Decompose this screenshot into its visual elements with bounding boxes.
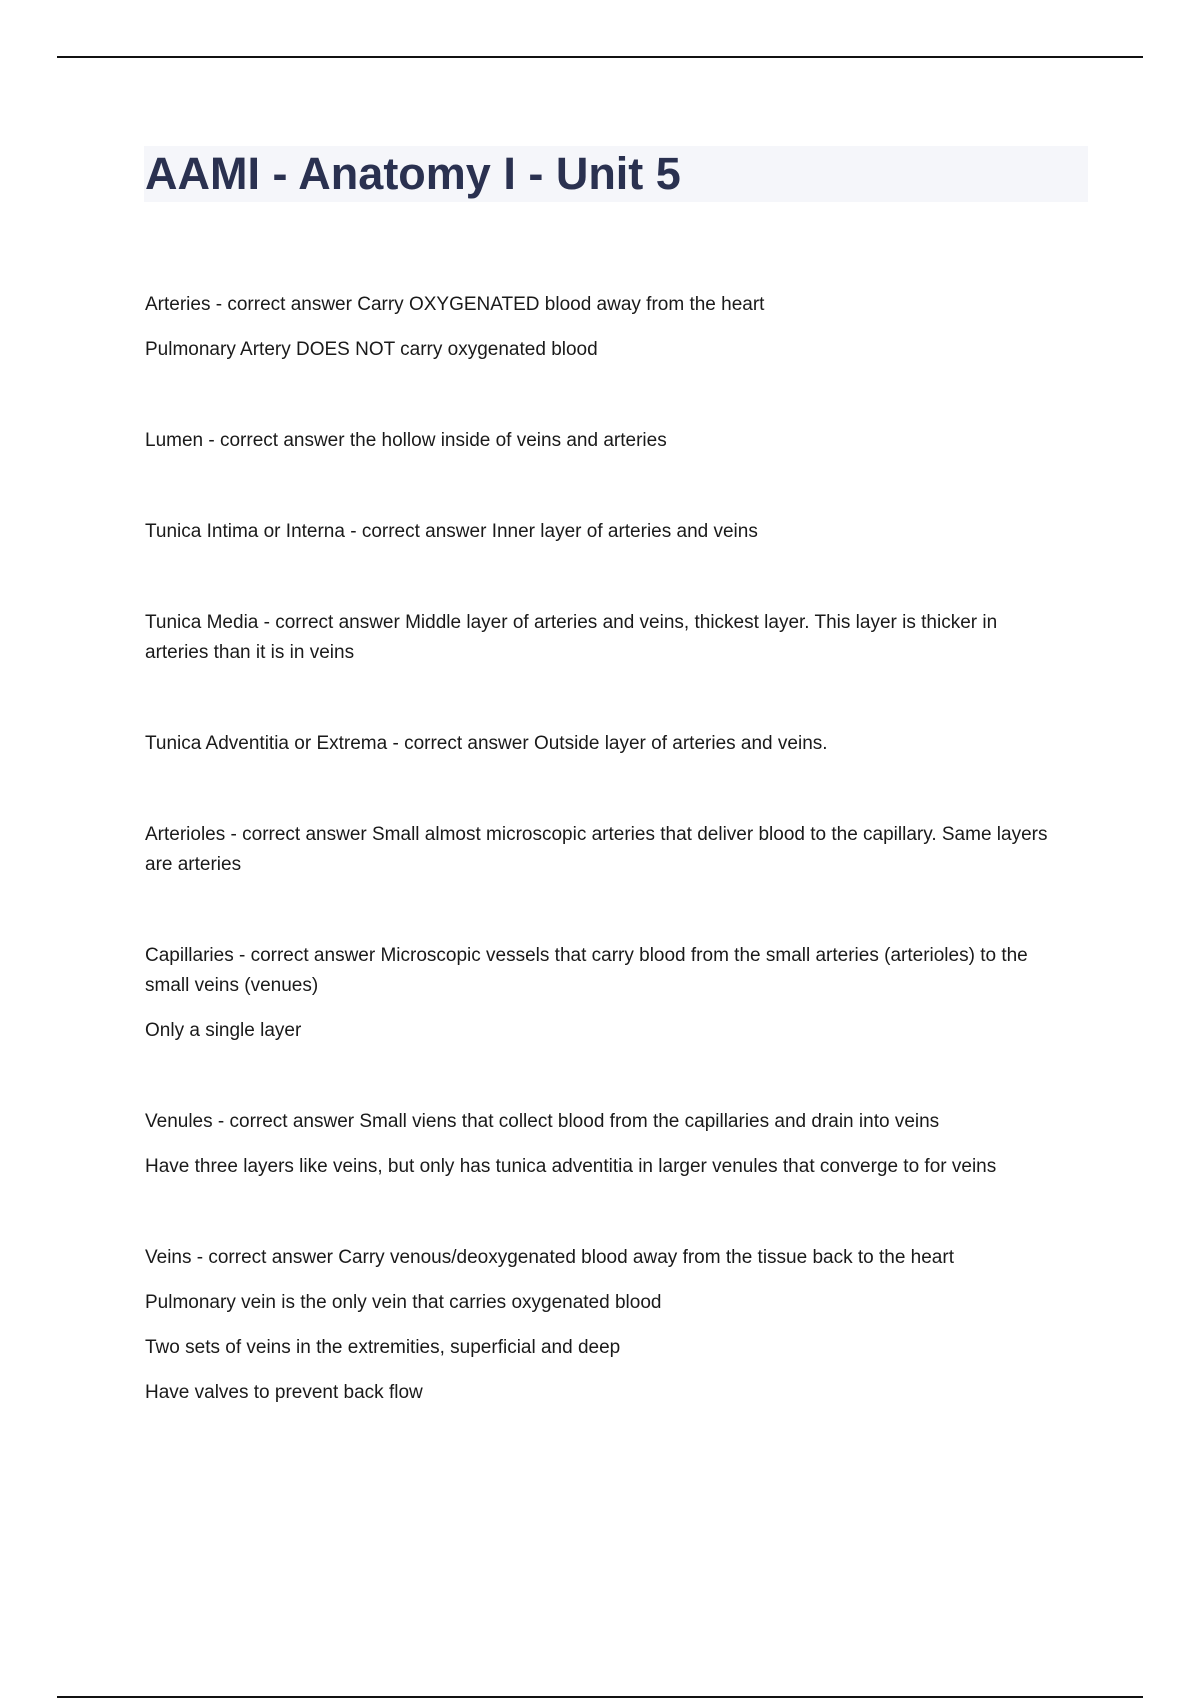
entry-line: Lumen - correct answer the hollow inside of veins and arteries	[145, 430, 667, 451]
entry-line: Only a single layer	[145, 1020, 302, 1041]
entry-veins	[145, 1243, 1065, 1408]
entry-arterioles	[145, 820, 1065, 880]
entry-tunica-adventitia	[145, 729, 1065, 759]
top-rule	[57, 56, 1143, 58]
entry-venules	[145, 1107, 1065, 1182]
entry-line: Veins - correct answer Carry venous/deoxygenated blood away from the tissue back to the heart	[145, 1247, 954, 1268]
entry-arteries	[145, 290, 1065, 365]
entry-line: Tunica Media - correct answer Middle layer of arteries and veins, thickest layer. This layer is thicker in arteries than it is in veins	[145, 612, 998, 663]
entry-tunica-media	[145, 608, 1065, 668]
entry-tunica-intima	[145, 517, 1065, 547]
entry-line: Venules - correct answer Small viens that collect blood from the capillaries and drain into veins	[145, 1111, 940, 1132]
document-title: AAMI - Anatomy I - Unit 5	[145, 148, 681, 199]
bottom-rule	[57, 1696, 1143, 1698]
entry-line: Have three layers like veins, but only has tunica adventitia in larger venules that converge to for veins	[145, 1156, 997, 1177]
entry-line: Two sets of veins in the extremities, superficial and deep	[145, 1337, 621, 1358]
entry-lumen	[145, 426, 1065, 456]
entry-line: Pulmonary Artery DOES NOT carry oxygenated blood	[145, 339, 598, 360]
entry-line: Arteries - correct answer Carry OXYGENATED blood away from the heart	[145, 294, 765, 315]
flashcard-list	[145, 290, 1065, 1469]
entry-line: Pulmonary vein is the only vein that carries oxygenated blood	[145, 1292, 662, 1313]
entry-capillaries	[145, 941, 1065, 1046]
entry-line: Have valves to prevent back flow	[145, 1382, 423, 1403]
entry-line: Tunica Adventitia or Extrema - correct answer Outside layer of arteries and veins.	[145, 733, 828, 754]
entry-line: Arterioles - correct answer Small almost microscopic arteries that deliver blood to the capillary. Same layers are arteries	[145, 824, 1048, 875]
entry-line: Tunica Intima or Interna - correct answer Inner layer of arteries and veins	[145, 521, 758, 542]
entry-line: Capillaries - correct answer Microscopic vessels that carry blood from the small arteries (arterioles) to the small veins (venues)	[145, 945, 1028, 996]
